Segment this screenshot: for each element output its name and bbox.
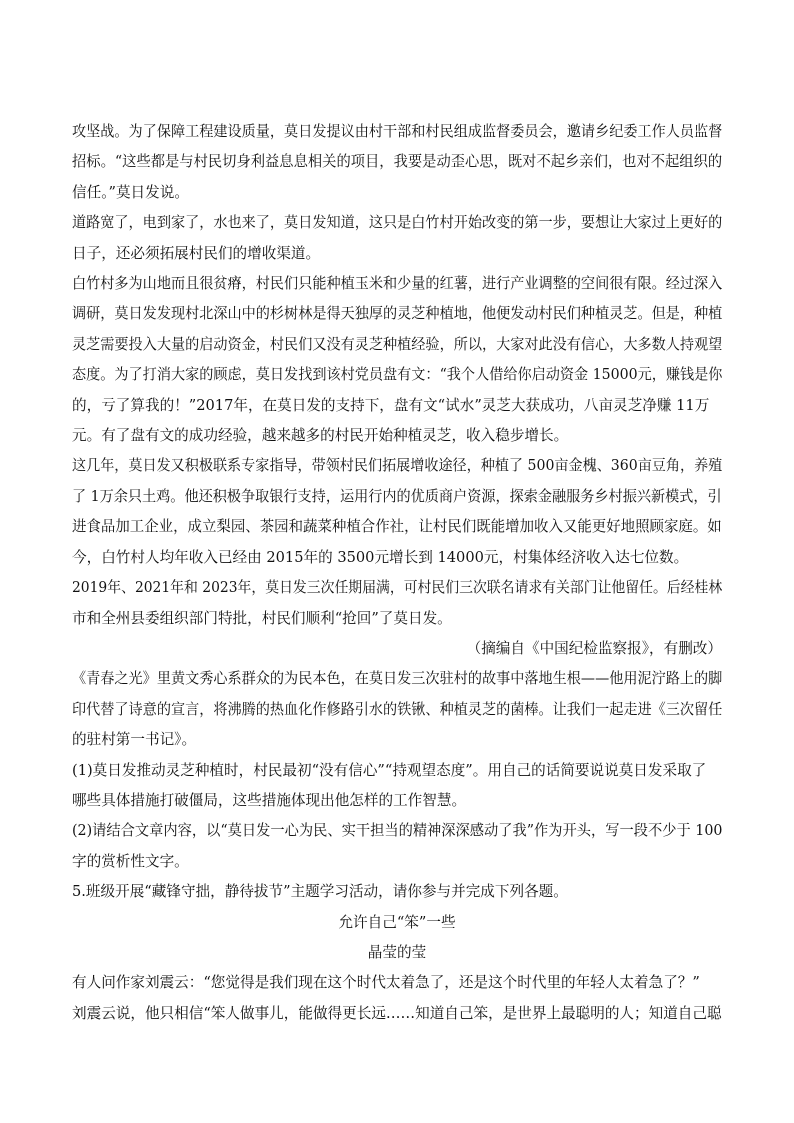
text-line: 白竹村多为山地而且很贫瘠，村民们只能种植玉米和少量的红薯，进行产业调整的空间很有限。经过深入 [72,275,723,293]
text-line: 印代替了诗意的宣言，将沸腾的热血化作修路引水的铁锹、种植灵芝的菌棒。让我们一起走进《三次留任 [72,700,723,718]
paragraph-lingzhi [72,269,722,451]
text-line: 调研，莫日发发现村北深山中的杉树林是得天独厚的灵芝种植地，他便发动村民们种植灵芝。但是，种植 [72,305,723,323]
question-1 [72,756,722,817]
text-line: 字的赏析性文字。 [72,852,189,870]
article-title: 允许自己“笨”一些 [338,913,456,931]
text-line: 2019年、2021年和 2023年，莫日发三次任期届满，可村民们三次联名请求有关部门让他留任。后经桂林 [72,579,723,597]
text-line: 进食品加工企业，成立梨园、茶园和蔬菜种植合作社，让村民们既能增加收入又能更好地照顾家庭。如 [72,518,722,536]
text-line: 道路宽了，电到家了，水也来了，莫日发知道，这只是白竹村开始改变的第一步，要想让大家过上更好的 [72,214,723,232]
text-line: 态度。为了打消大家的顾虑，莫日发找到该村党员盘有文：“我个人借给你启动资金 15000元，赚钱是你 [72,366,723,384]
text-line: 的，亏了算我的！”2017年，在莫日发的支持下，盘有文“试水”灵芝大获成功，八亩灵芝净赚 11万 [72,396,710,414]
text-line: 招标。“这些都是与村民切身利益息息相关的项目，我要是动歪心思，既对不起乡亲们，也对不起组织的 [72,153,723,171]
article-paragraph [72,968,722,1029]
paragraph-reappointment [72,573,722,634]
text-line: 日子，还必须拓展村民们的增收渠道。 [72,244,321,262]
text-line: 市和全州县委组织部门特批，村民们顺利“抢回”了莫日发。 [72,609,452,627]
text-line: 这几年，莫日发又积极联系专家指导，带领村民们拓展增收途径，种植了 500亩金槐、360亩豆角，养殖 [72,457,723,475]
question-2 [72,816,722,877]
text-line: 信任。”莫日发说。 [72,183,189,201]
article-author: 晶莹的莹 [367,943,427,961]
text-line: 的驻村第一书记》。 [72,731,197,749]
text-line: 有人问作家刘震云：“您觉得是我们现在这个时代太着急了，还是这个时代里的年轻人太着急了？” [72,974,700,992]
text-line: 元。有了盘有文的成功经验，越来越多的村民开始种植灵芝，收入稳步增长。 [72,427,569,445]
paragraph-income-growth [72,451,722,573]
text-line: 了 1万余只土鸡。他还积极争取银行支持，运用行内的优质商户资源，探索金融服务乡村振兴新模式，引 [72,487,722,505]
paragraph-supervision [72,117,722,208]
text-line: (1)莫日发推动灵芝种植时，村民最初“没有信心”“持观望态度”。用自己的话简要说说莫日发采取了 [72,761,707,779]
text-line: (2)请结合文章内容，以“莫日发一心为民、实干担当的精神深深感动了我”作为开头，写一段不少于 100 [72,822,723,840]
text-line: 《青春之光》里黄文秀心系群众的为民本色，在莫日发三次驻村的故事中落地生根——他用泥泞路上的脚 [72,670,723,688]
question-intro [72,664,722,755]
text-line: 刘震云说，他只相信“笨人做事儿，能做得更长远……知道自己笨，是世界上最聪明的人；知道自己聪 [72,1004,722,1022]
question-5: 5.班级开展“藏锋守拙，静待拔节”主题学习活动，请你参与并完成下列各题。 [72,883,568,901]
text-line: 攻坚战。为了保障工程建设质量，莫日发提议由村干部和村民组成监督委员会，邀请乡纪委工作人员监督 [72,123,723,140]
text-line: 今，白竹村人均年收入已经由 2015年的 3500元增长到 14000元，村集体经济收入达七位数。 [72,548,689,566]
source-note: （摘编自《中国纪检监察报》，有删改） [466,639,722,657]
document-body [72,117,722,1029]
text-line: 哪些具体措施打破僵局，这些措施体现出他怎样的工作智慧。 [72,791,467,809]
text-line: 灵芝需要投入大量的启动资金，村民们又没有灵芝种植经验，所以，大家对此没有信心，大多数人持观望 [72,335,723,353]
paragraph-first-step [72,208,722,269]
